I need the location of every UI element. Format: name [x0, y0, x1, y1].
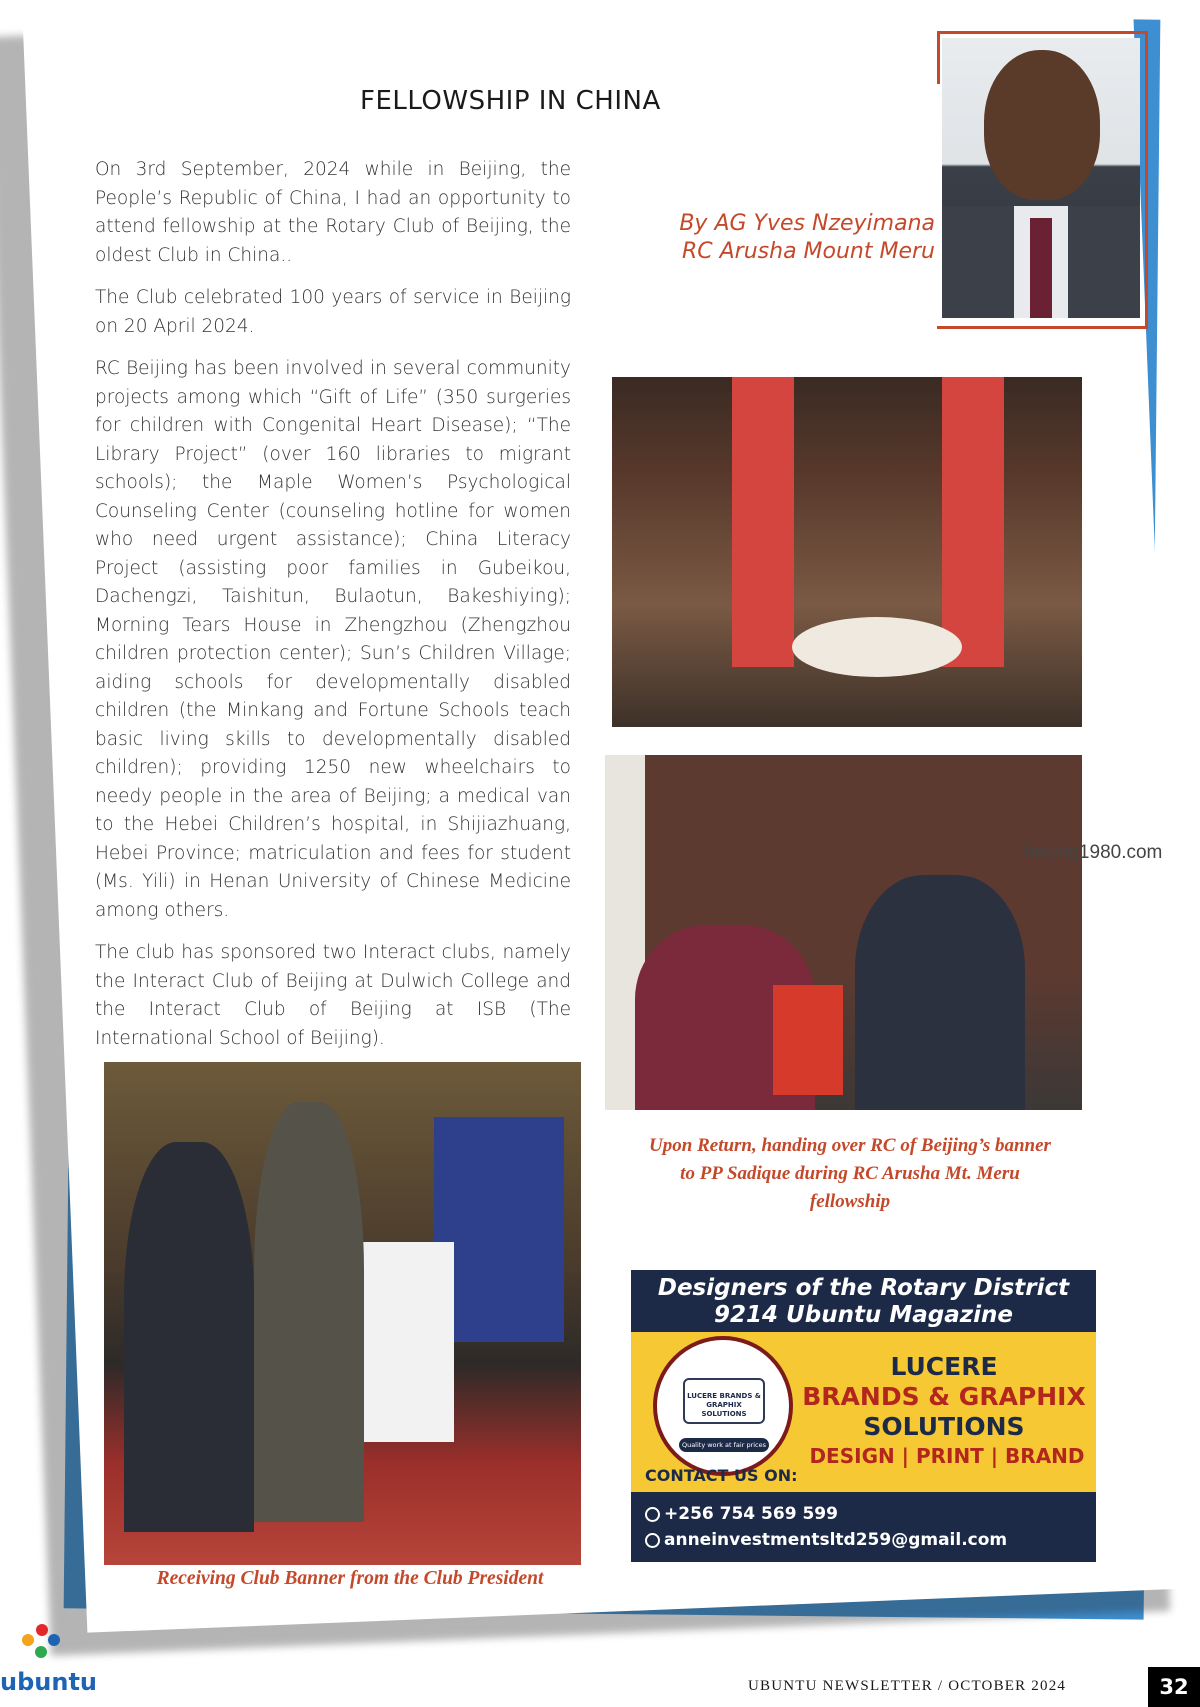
contact-phone[interactable]: +256 754 569 599: [664, 1504, 838, 1524]
byline-author: By AG Yves Nzeyimana: [679, 211, 935, 236]
ad-heading-line-2: 9214 Ubuntu Magazine: [714, 1302, 1013, 1328]
article-paragraph-1: On 3rd September, 2024 while in Beijing, the People’s Republic of China, I had an opportunity to attend fellowship at the Rotary Club of Beijing, the oldest Club in China..: [95, 159, 571, 266]
article-body: [95, 156, 571, 1067]
logo-monitor-icon: LUCERE BRANDS & GRAPHIX SOLUTIONS: [683, 1378, 765, 1424]
ad-heading-line-1: Designers of the Rotary District: [657, 1275, 1070, 1301]
company-name: [799, 1352, 1089, 1442]
byline-club: RC Arusha Mount Meru: [681, 239, 935, 264]
photo-person: [254, 1102, 364, 1522]
author-byline: [665, 210, 935, 266]
page-number: 32: [1148, 1667, 1200, 1707]
ad-heading: [631, 1270, 1096, 1332]
portrait-head: [984, 50, 1100, 200]
photo-club-banner: [773, 985, 843, 1095]
ad-body: [631, 1332, 1096, 1492]
email-icon: [645, 1533, 660, 1548]
photo-pillar: [732, 377, 794, 667]
ad-contact-details: [631, 1492, 1096, 1562]
watermark-text: beijing1980.com: [1024, 842, 1163, 863]
banner-caption: Receiving Club Banner from the Club President: [156, 1568, 544, 1589]
portrait-tie: [1030, 218, 1052, 318]
handover-caption: Upon Return, handing over RC of Beijing’s banner to PP Sadique during RC Arusha Mt. Meru fellowship: [649, 1135, 1051, 1212]
whatsapp-icon: [645, 1507, 660, 1522]
contact-phone-row: [645, 1504, 1096, 1524]
company-services: DESIGN | PRINT | BRAND: [809, 1444, 1085, 1468]
company-name-line-1: LUCERE: [890, 1352, 998, 1381]
article-paragraph-3: RC Beijing has been involved in several community projects among which “Gift of Life” (350 surgeries for children with Congenital Heart Disease); “The Library Project” (over 160 libraries to migrant schools); the Maple Women’s Psychological Counseling Center (counseling hotline for women who need urgent assistance); China Literacy Project (assisting poor families in Gubeikou, Dachengzi, Taishitun, Bulaotun, Bakeshiying); Morning Tears House in Zhengzhou (Zhengzhou children protection center); Sun’s Children Village; aiding schools for developmentally disabled children (the Minkang and Fortune Schools teach basic living skills to developmentally disabled children); providing 1250 new wheelchairs to needy people in the area of Beijing; a medical van to the Hebei Children’s hospital, in Shijiazhuang, Hebei Province; matriculation and fees for student (Ms. Yili) in Henan University of Chinese Medicine among others.: [95, 358, 571, 921]
club-banner-photo: [104, 1062, 581, 1565]
banner-handover-photo: [605, 755, 1082, 1110]
photo-person: [124, 1142, 254, 1532]
lucere-advertisement: [631, 1270, 1096, 1562]
publication-footer: UBUNTU NEWSLETTER / OCTOBER 2024: [748, 1678, 1067, 1694]
contact-email-row: [645, 1530, 1096, 1550]
company-name-line-3: SOLUTIONS: [863, 1412, 1025, 1441]
logo-dot-blue: [48, 1634, 60, 1646]
logo-tagline: Quality work at fair prices: [679, 1438, 769, 1452]
author-portrait-photo: [942, 38, 1140, 318]
ubuntu-logo: [0, 1620, 100, 1700]
contact-label: CONTACT US ON:: [645, 1466, 798, 1485]
logo-dot-green: [35, 1646, 47, 1658]
photo-dining-table: [792, 617, 962, 677]
company-name-line-2: BRANDS & GRAPHIX: [802, 1382, 1086, 1411]
photo-pillar: [942, 377, 1004, 667]
lucere-logo: [653, 1336, 793, 1476]
fellowship-dinner-photo: [612, 377, 1082, 727]
contact-email[interactable]: anneinvestmentsltd259@gmail.com: [664, 1530, 1008, 1550]
photo-person: [855, 875, 1025, 1110]
logo-wordmark: ubuntu: [0, 1668, 97, 1696]
logo-dot-orange: [22, 1634, 34, 1646]
article-paragraph-4: The club has sponsored two Interact clubs, namely the Interact Club of Beijing at Dulwich College and the Interact Club of Beijing at ISB (The International School of Beijing).: [95, 942, 571, 1049]
logo-dot-red: [36, 1624, 48, 1636]
article-paragraph-2: The Club celebrated 100 years of service in Beijing on 20 April 2024.: [95, 287, 571, 337]
article-title: FELLOWSHIP IN CHINA: [360, 86, 661, 116]
